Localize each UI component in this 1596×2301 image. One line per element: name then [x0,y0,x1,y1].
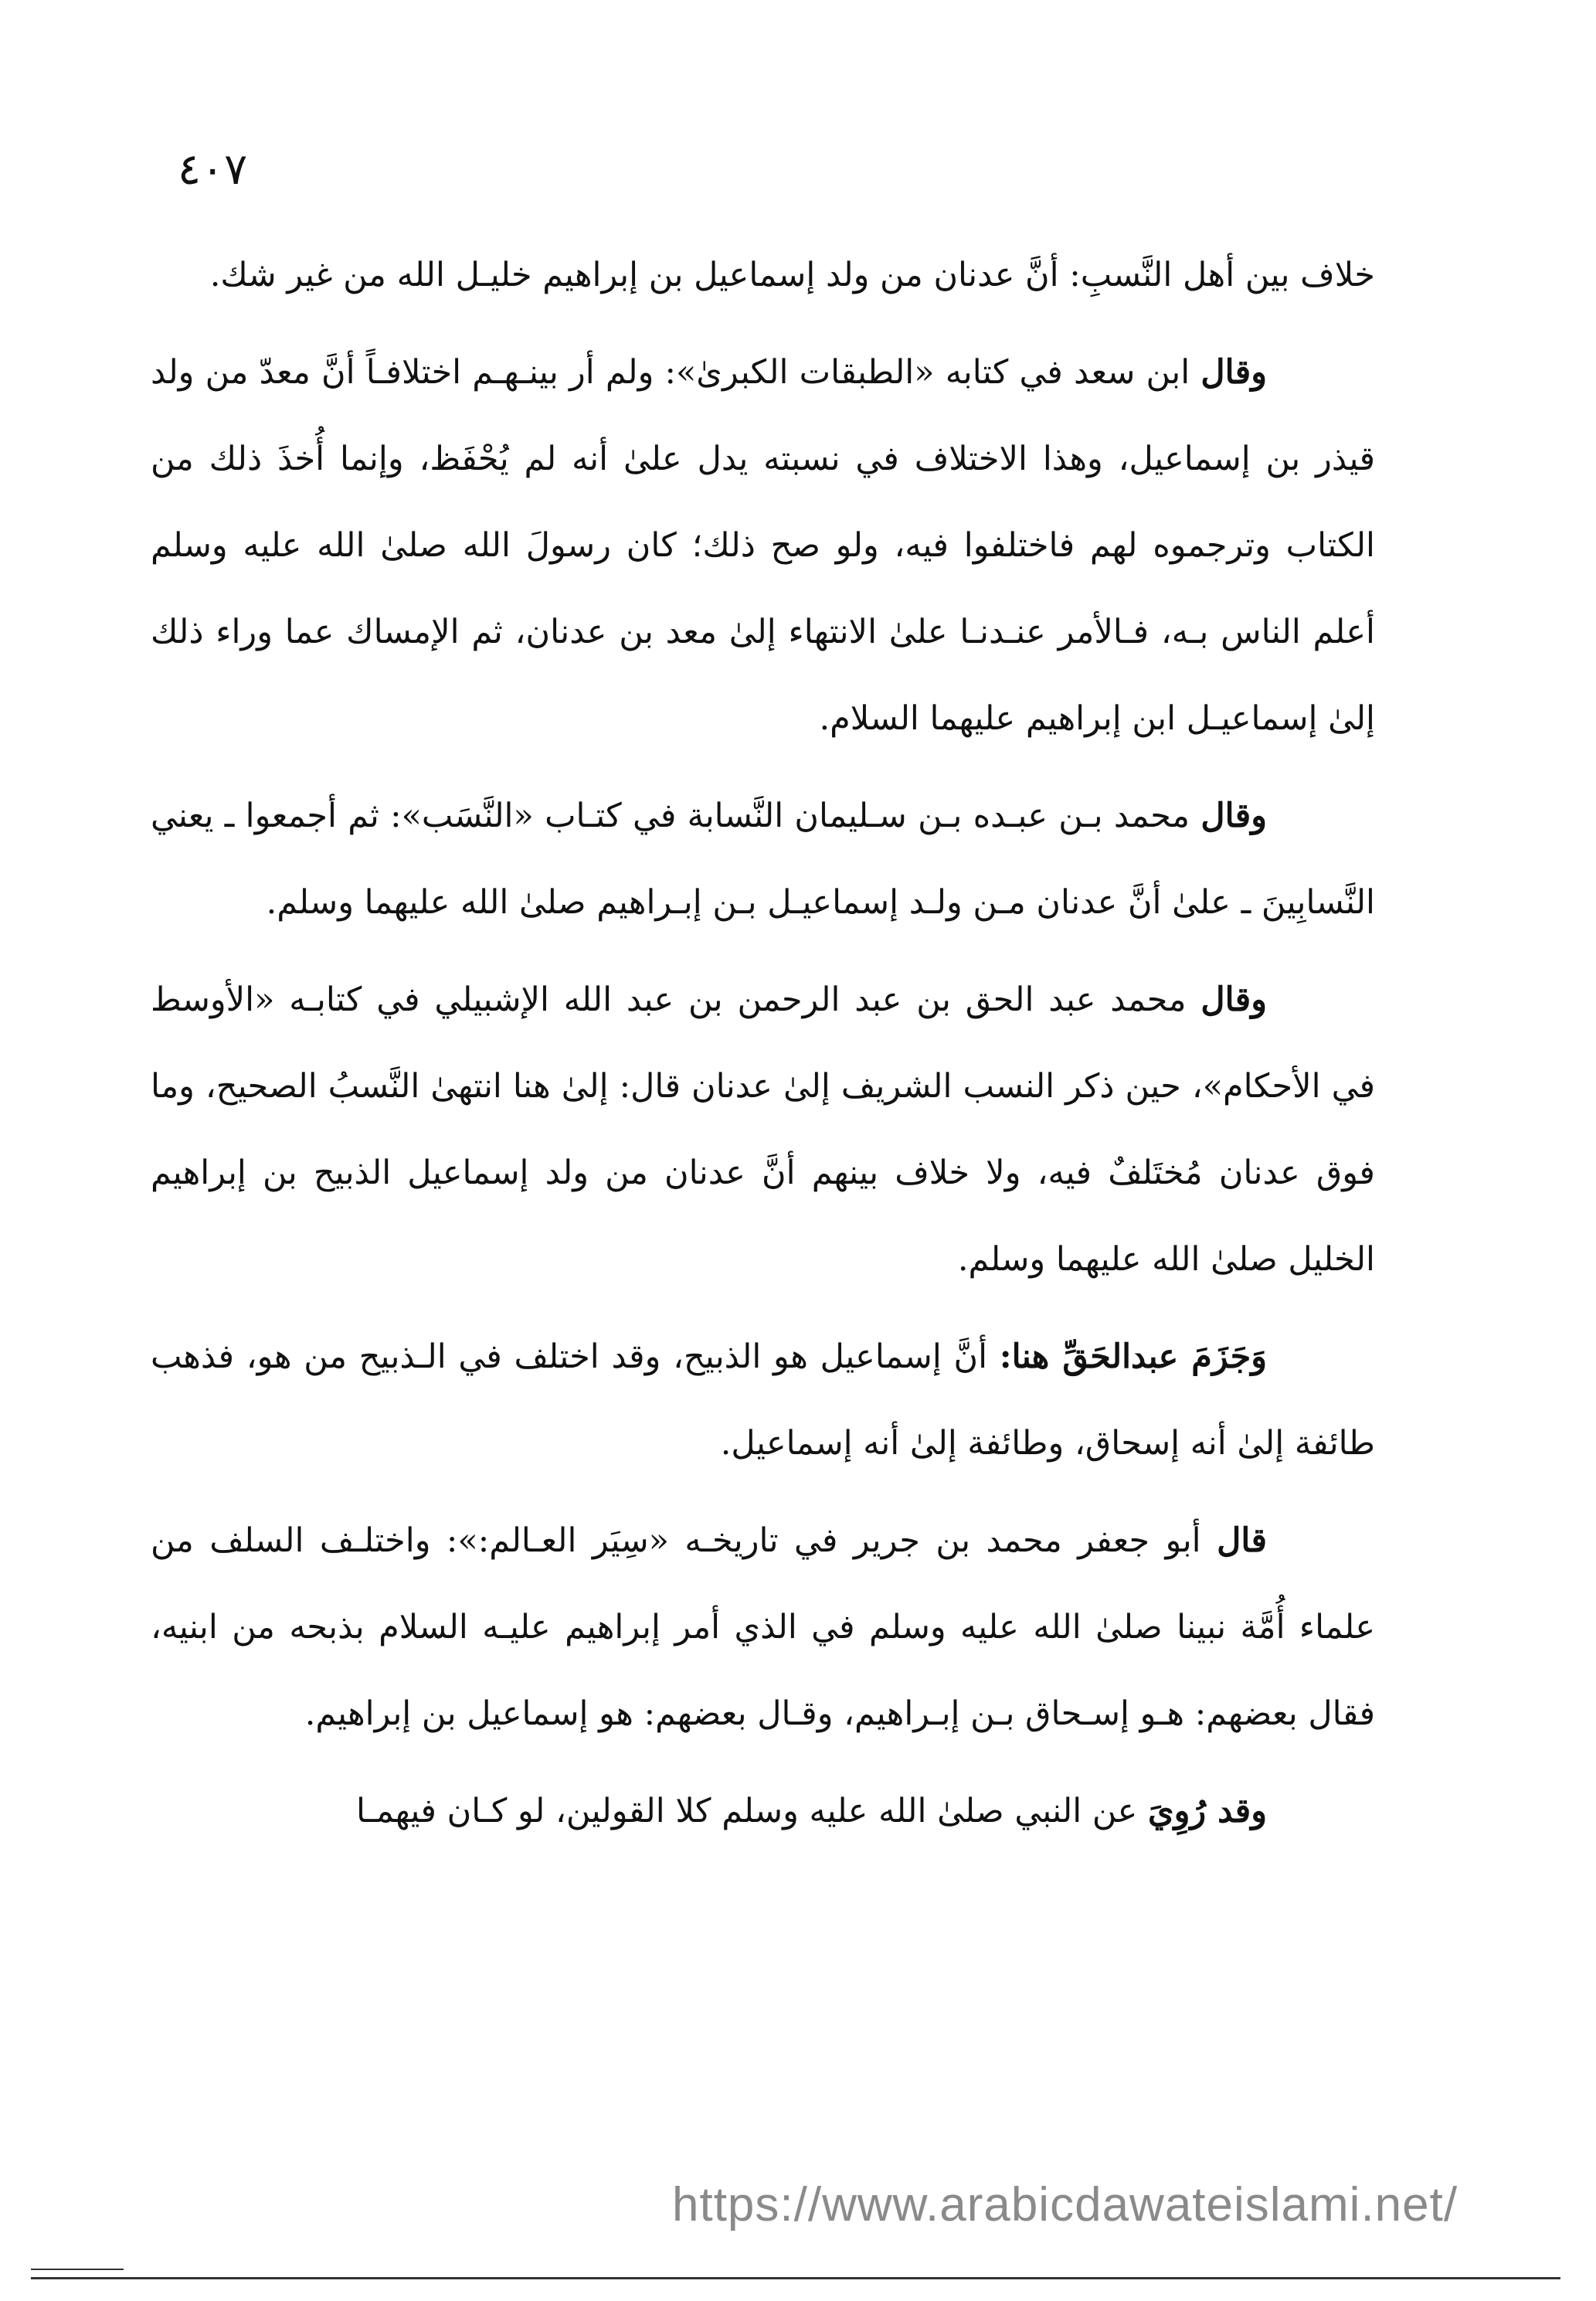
paragraph-lead: وقد رُوِيَ [1147,1792,1267,1830]
paragraph-5 [151,1314,1375,1487]
watermark-url: https://www.arabicdawateislami.net/ [672,2178,1458,2231]
page-number: ٤٠٧ [178,144,248,195]
paragraph-text: عن النبي صلىٰ الله عليه وسلم كلا القولين، لو كـان فيهمـا [356,1792,1148,1830]
paragraph-text: خلاف بين أهل النَّسبِ: أنَّ عدنان من ولد إسماعيل بن إبراهيم خليـل الله من غير شك. [209,256,1375,294]
paragraph-lead: وقال [1200,353,1267,392]
paragraph-lead: وقال [1200,981,1267,1019]
paragraph-lead: قال [1217,1521,1267,1560]
paragraph-text: ابن سعد في كتابه «الطبقات الكبرىٰ»: ولم أر بينـهـم اختلافـاً أنَّ معدّ من ولد قيذر بن إسماعيل، وهذا الاختلاف في نسبته يدل علىٰ أنه لم يُحْفَظ، وإنما أُخذَ ذلك من الكتاب وترجموه لهم فاختلفوا فيه، ولو صح ذلك؛ كان رسولَ الله صلىٰ الله عليه وسلم أعلم الناس بـه، فـالأمر عنـدنـا علىٰ الانتهاء إلىٰ معد بن عدنان، ثم الإمساك عما وراء ذلك إلىٰ إسماعيـل ابن إبراهيم عليهما السلام. [151,353,1375,738]
page-bottom-rule [31,2277,1560,2279]
paragraph-lead: وَجَزَمَ عبدالحَقِّ هنا: [999,1337,1267,1376]
paragraph-2 [151,329,1375,762]
page-bottom-rule-accent [31,2269,124,2270]
paragraph-7 [151,1768,1375,1854]
paragraph-text: أبو جعفر محمد بن جرير في تاريخـه «سِيَر العـالم:»: واختلـف السلف من علماء أُمَّة نبينا صلىٰ الله عليه وسلم في الذي أمر إبراهيم عليـه السلام بذبحه من ابنيه، فقال بعضهم: هـو إسـحاق بـن إبـراهيم، وقـال بعضهم: هو إسماعيل بن إبراهيم. [151,1521,1375,1733]
paragraph-4 [151,957,1375,1303]
paragraph-text: محمد عبد الحق بن عبد الرحمن بن عبد الله الإشبيلي في كتابـه «الأوسط في الأحكام»، حين ذكر النسب الشريف إلىٰ عدنان قال: إلىٰ هنا انتهىٰ النَّسبُ الصحيح، وما فوق عدنان مُختَلفٌ فيه، ولا خلاف بينهم أنَّ عدنان من ولد إسماعيل الذبيح بن إبراهيم الخليل صلىٰ الله عليهما وسلم. [151,981,1375,1279]
paragraph-lead: وقال [1200,797,1267,835]
paragraph-6 [151,1497,1375,1757]
paragraph-1 [151,232,1375,318]
paragraph-text: محمد بـن عبـده بـن سـليمان النَّسابة في كتـاب «النَّسَب»: ثم أجمعوا ـ يعني النَّسابِينَ ـ علىٰ أنَّ عدنان مـن ولـد إسماعيـل بـن إبـراهيم صلىٰ الله عليهما وسلم. [151,797,1375,922]
paragraph-3 [151,773,1375,946]
paragraph-text: أنَّ إسماعيل هو الذبيح، وقد اختلف في الـذبيح من هو، فذهب طائفة إلىٰ أنه إسحاق، وطائفة إلىٰ أنه إسماعيل. [151,1337,1375,1463]
page-body [151,232,1375,1854]
